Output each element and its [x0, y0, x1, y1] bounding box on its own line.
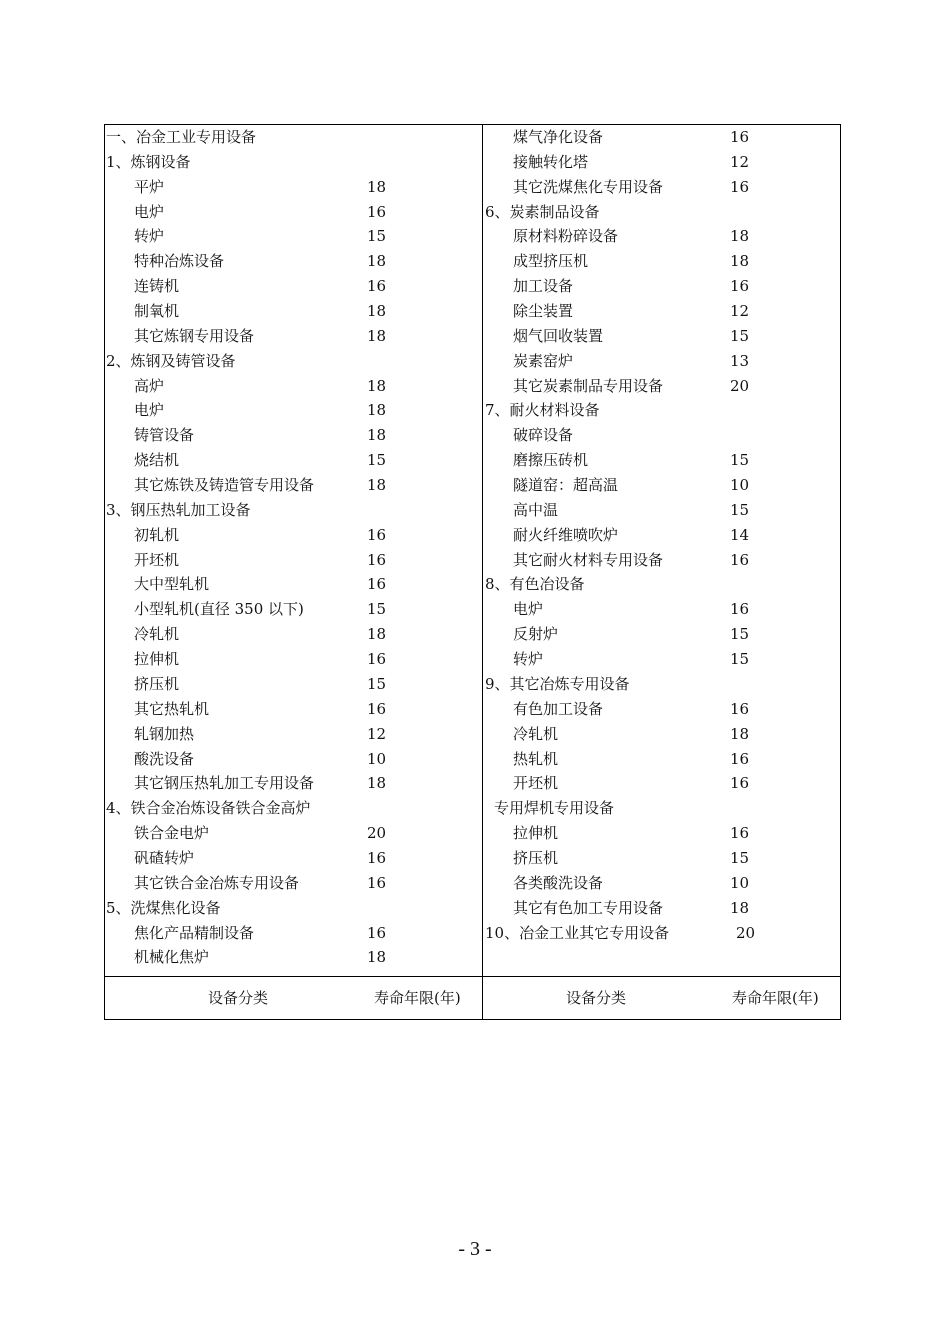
- equipment-name: 挤压机: [513, 848, 559, 867]
- life-years: 10: [730, 873, 750, 892]
- table-row: [0, 722, 950, 747]
- life-years: 18: [367, 252, 387, 271]
- table-row: [0, 473, 950, 498]
- life-years: 20: [736, 923, 756, 942]
- life-years: 15: [730, 625, 750, 644]
- header-divider: [104, 976, 841, 977]
- table-row: [0, 150, 950, 175]
- table-row: [0, 697, 950, 722]
- table-row: [0, 672, 950, 697]
- table-row: [0, 274, 950, 299]
- equipment-name: 焦化产品精制设备: [134, 923, 255, 942]
- equipment-name: 2、炼钢及铸管设备: [106, 351, 236, 370]
- life-years: 16: [367, 923, 387, 942]
- right-life-header: 寿命年限(年): [732, 989, 819, 1007]
- life-years: 13: [730, 351, 750, 370]
- equipment-name: 1、炼钢设备: [106, 152, 191, 171]
- equipment-name: 接触转化塔: [513, 152, 589, 171]
- life-years: 16: [730, 128, 750, 146]
- life-years: 16: [367, 575, 387, 594]
- life-years: 18: [367, 774, 387, 793]
- equipment-name: 磨擦压砖机: [513, 451, 589, 470]
- table-row: [0, 597, 950, 622]
- equipment-name: 小型轧机(直径 350 以下): [134, 600, 304, 619]
- page-number: - 3 -: [458, 1238, 492, 1260]
- life-years: 18: [367, 177, 387, 196]
- table-row: [0, 125, 950, 150]
- table-row: [0, 921, 950, 946]
- equipment-name: 8、有色冶设备: [485, 575, 585, 594]
- equipment-name: 冷轧机: [513, 724, 559, 743]
- equipment-name: 高炉: [134, 376, 165, 395]
- life-years: 18: [367, 302, 387, 321]
- table-row: [0, 175, 950, 200]
- equipment-name: 耐火纤维喷吹炉: [513, 525, 619, 544]
- life-years: 12: [730, 302, 750, 321]
- life-years: 15: [367, 674, 387, 693]
- life-years: 15: [367, 600, 387, 619]
- left-life-header: 寿命年限(年): [374, 989, 461, 1007]
- equipment-name: 电炉: [513, 600, 544, 619]
- equipment-name: 开坯机: [134, 550, 180, 569]
- equipment-name: 大中型轧机: [134, 575, 210, 594]
- equipment-name: 轧钢加热: [134, 724, 195, 743]
- table-row: [0, 747, 950, 772]
- equipment-name: 其它炼钢专用设备: [134, 326, 255, 345]
- equipment-name: 平炉: [134, 177, 165, 196]
- equipment-name: 电炉: [134, 202, 165, 221]
- equipment-name: 反射炉: [513, 625, 559, 644]
- equipment-name: 有色加工设备: [513, 699, 604, 718]
- equipment-name: 隧道窑：超高温: [513, 476, 619, 495]
- life-years: 18: [730, 227, 750, 246]
- equipment-name: 7、耐火材料设备: [485, 401, 600, 420]
- equipment-name: 煤气净化设备: [513, 128, 604, 146]
- table-row: [0, 374, 950, 399]
- life-years: 16: [730, 824, 750, 843]
- equipment-name: 10、冶金工业其它专用设备: [485, 923, 670, 942]
- equipment-name: 连铸机: [134, 277, 180, 296]
- table-row: [0, 299, 950, 324]
- equipment-name: 电炉: [134, 401, 165, 420]
- table-row: [0, 249, 950, 274]
- table-row: [0, 324, 950, 349]
- table-row: [0, 796, 950, 821]
- life-years: 14: [730, 525, 750, 544]
- equipment-name: 加工设备: [513, 277, 574, 296]
- equipment-name: 制氧机: [134, 302, 180, 321]
- life-years: 15: [730, 650, 750, 669]
- equipment-name: 其它耐火材料专用设备: [513, 550, 664, 569]
- equipment-name: 其它铁合金冶炼专用设备: [134, 873, 300, 892]
- table-row: [0, 224, 950, 249]
- life-years: 18: [730, 724, 750, 743]
- equipment-name: 拉伸机: [513, 824, 559, 843]
- table-row: [0, 945, 950, 970]
- life-years: 16: [730, 277, 750, 296]
- table-row: [0, 647, 950, 672]
- equipment-name: 各类酸洗设备: [513, 873, 604, 892]
- table-row: [0, 498, 950, 523]
- life-years: 10: [367, 749, 387, 768]
- life-years: 18: [367, 625, 387, 644]
- life-years: 16: [367, 525, 387, 544]
- life-years: 16: [730, 177, 750, 196]
- life-years: 12: [730, 152, 750, 171]
- equipment-name: 6、炭素制品设备: [485, 202, 600, 221]
- table-row: [0, 771, 950, 796]
- equipment-name: 烟气回收装置: [513, 326, 604, 345]
- life-years: 16: [730, 600, 750, 619]
- table-row: [0, 821, 950, 846]
- equipment-name: 初轧机: [134, 525, 180, 544]
- life-years: 20: [730, 376, 750, 395]
- life-years: 16: [367, 650, 387, 669]
- table-row: [0, 871, 950, 896]
- equipment-name: 3、钢压热轧加工设备: [106, 500, 251, 519]
- life-years: 18: [367, 426, 387, 445]
- equipment-name: 一、冶金工业专用设备: [106, 128, 257, 146]
- right-category-header: 设备分类: [566, 989, 627, 1007]
- equipment-name: 9、其它冶炼专用设备: [485, 674, 630, 693]
- equipment-name: 酸洗设备: [134, 749, 195, 768]
- equipment-name: 其它钢压热轧加工专用设备: [134, 774, 315, 793]
- equipment-name: 高中温: [513, 500, 559, 519]
- equipment-name: 其它洗煤焦化专用设备: [513, 177, 664, 196]
- equipment-name: 铸管设备: [134, 426, 195, 445]
- table-row: [0, 846, 950, 871]
- equipment-name: 特种冶炼设备: [134, 252, 225, 271]
- table-row: [0, 448, 950, 473]
- life-years: 18: [367, 948, 387, 967]
- equipment-name: 其它有色加工专用设备: [513, 898, 664, 917]
- equipment-name: 开坯机: [513, 774, 559, 793]
- equipment-name: 其它炭素制品专用设备: [513, 376, 664, 395]
- equipment-name: 冷轧机: [134, 625, 180, 644]
- life-years: 16: [367, 848, 387, 867]
- equipment-name: 转炉: [134, 227, 165, 246]
- table-row: [0, 349, 950, 374]
- life-years: 16: [367, 699, 387, 718]
- equipment-name: 挤压机: [134, 674, 180, 693]
- equipment-name: 热轧机: [513, 749, 559, 768]
- table-row: [0, 523, 950, 548]
- life-years: 16: [367, 873, 387, 892]
- life-years: 16: [730, 749, 750, 768]
- equipment-name: 烧结机: [134, 451, 180, 470]
- table-row: [0, 200, 950, 225]
- equipment-name: 5、洗煤焦化设备: [106, 898, 221, 917]
- equipment-name: 专用焊机专用设备: [494, 799, 615, 818]
- life-years: 16: [730, 774, 750, 793]
- life-years: 16: [367, 550, 387, 569]
- life-years: 16: [367, 277, 387, 296]
- equipment-name: 转炉: [513, 650, 544, 669]
- life-years: 12: [367, 724, 387, 743]
- life-years: 18: [367, 476, 387, 495]
- table-row: [0, 548, 950, 573]
- table-row: [0, 423, 950, 448]
- life-years: 15: [367, 451, 387, 470]
- equipment-name: 除尘装置: [513, 302, 574, 321]
- equipment-name: 其它炼铁及铸造管专用设备: [134, 476, 315, 495]
- equipment-name: 矾碴转炉: [134, 848, 195, 867]
- equipment-name: 4、铁合金冶炼设备铁合金高炉: [106, 799, 311, 818]
- left-category-header: 设备分类: [208, 989, 269, 1007]
- equipment-name: 铁合金电炉: [134, 824, 210, 843]
- table-row: [0, 896, 950, 921]
- life-years: 18: [367, 401, 387, 420]
- table-row: [0, 622, 950, 647]
- life-years: 18: [367, 376, 387, 395]
- life-years: 16: [730, 699, 750, 718]
- life-years: 10: [730, 476, 750, 495]
- life-years: 15: [730, 451, 750, 470]
- life-years: 16: [730, 550, 750, 569]
- table-row: [0, 572, 950, 597]
- life-years: 15: [730, 848, 750, 867]
- equipment-name: 原材料粉碎设备: [513, 227, 619, 246]
- life-years: 18: [730, 252, 750, 271]
- life-years: 15: [730, 326, 750, 345]
- equipment-name: 拉伸机: [134, 650, 180, 669]
- equipment-name: 其它热轧机: [134, 699, 210, 718]
- equipment-name: 机械化焦炉: [134, 948, 210, 967]
- equipment-name: 炭素窑炉: [513, 351, 574, 370]
- table-row: [0, 398, 950, 423]
- equipment-name: 破碎设备: [513, 426, 574, 445]
- life-years: 18: [730, 898, 750, 917]
- equipment-name: 成型挤压机: [513, 252, 589, 271]
- life-years: 20: [367, 824, 387, 843]
- life-years: 15: [730, 500, 750, 519]
- life-years: 16: [367, 202, 387, 221]
- life-years: 15: [367, 227, 387, 246]
- life-years: 18: [367, 326, 387, 345]
